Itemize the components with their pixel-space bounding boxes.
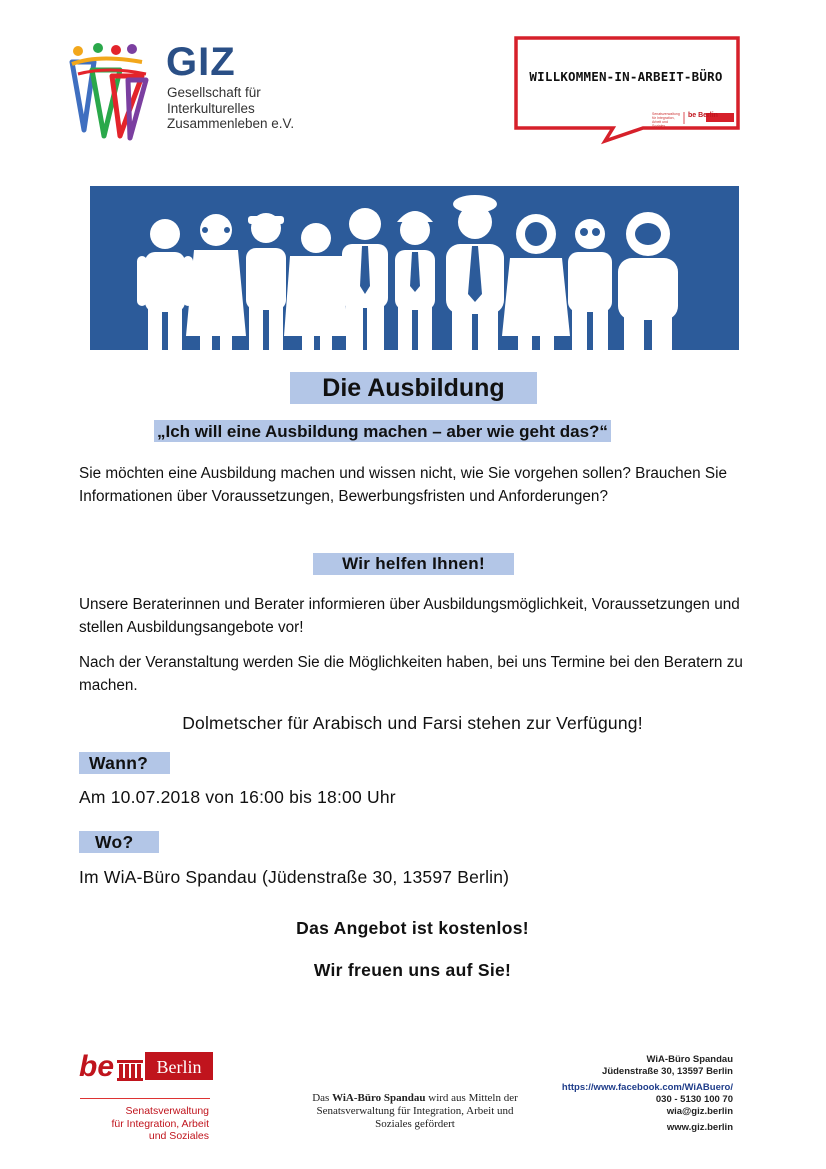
funding-note-post: wird aus Mitteln der Senatsverwaltung für Integration, Arbeit und Soziales gefördert	[316, 1092, 518, 1130]
email-link[interactable]: wia@giz.berlin	[666, 1106, 733, 1117]
giz-wordmark: GIZ	[166, 40, 236, 84]
be-berlin-logo-be: be	[79, 1050, 115, 1082]
wia-senats-small-text: Senatsverwaltung für Integration, Arbeit und Soziales	[652, 112, 680, 128]
contact-office: WiA-Büro Spandau	[646, 1054, 733, 1065]
be-berlin-logo-berlin: Berlin	[156, 1057, 202, 1077]
where-value: Im WiA-Büro Spandau (Jüdenstraße 30, 13597 Berlin)	[79, 867, 510, 887]
footer-rule	[80, 1098, 210, 1099]
senats-logo-text: Senatsverwaltung für Integration, Arbeit und Soziales	[111, 1105, 209, 1142]
wia-berlin-mark: be Berlin	[688, 112, 718, 119]
speech-bubble-icon	[513, 35, 743, 145]
facebook-link[interactable]: https://www.facebook.com/WiABuero/	[561, 1082, 733, 1093]
when-value: Am 10.07.2018 von 16:00 bis 18:00 Uhr	[79, 787, 396, 807]
giz-tagline: Gesellschaft für Interkulturelles Zusammenleben e.V.	[167, 85, 295, 131]
be-berlin-logo-icon	[79, 1050, 214, 1082]
workers-silhouettes-icon	[90, 186, 739, 350]
wia-title: WILLKOMMEN-IN-ARBEIT-BÜRO	[529, 69, 723, 84]
help-heading: Wir helfen Ihnen!	[313, 553, 514, 575]
after-event-paragraph: Nach der Veranstaltung werden Sie die Möglichkeiten haben, bei uns Termine bei den Beratern zu machen.	[79, 654, 743, 694]
free-offer-note: Das Angebot ist kostenlos!	[296, 918, 529, 938]
funding-note-office: WiA-Büro Spandau	[332, 1092, 426, 1104]
contact-phone: 030 - 5130 100 70	[655, 1094, 733, 1105]
website-link[interactable]: www.giz.berlin	[666, 1122, 733, 1133]
contact-address: Jüdenstraße 30, 13597 Berlin	[602, 1066, 733, 1077]
funding-note-pre: Das	[312, 1092, 333, 1104]
workers-banner	[90, 186, 739, 350]
advisors-paragraph: Unsere Beraterinnen und Berater informieren über Ausbildungsmöglichkeit, Voraussetzungen und stellen Ausbildungsangebote vor!	[79, 596, 740, 636]
interpreter-note: Dolmetscher für Arabisch und Farsi stehen zur Verfügung!	[182, 713, 643, 733]
when-label: Wann?	[79, 752, 170, 774]
where-label: Wo?	[79, 831, 159, 853]
funding-note	[298, 1092, 532, 1131]
page-title: Die Ausbildung	[290, 372, 537, 404]
page-subtitle: „Ich will eine Ausbildung machen – aber wie geht das?“	[154, 420, 611, 442]
welcome-note: Wir freuen uns auf Sie!	[313, 960, 512, 980]
contact-block	[520, 1054, 733, 1134]
intro-paragraph: Sie möchten eine Ausbildung machen und wissen nicht, wie Sie vorgehen sollen? Brauchen Sie Informationen über Voraussetzungen, Bewerbungsfristen und Anforderungen?	[79, 465, 727, 505]
